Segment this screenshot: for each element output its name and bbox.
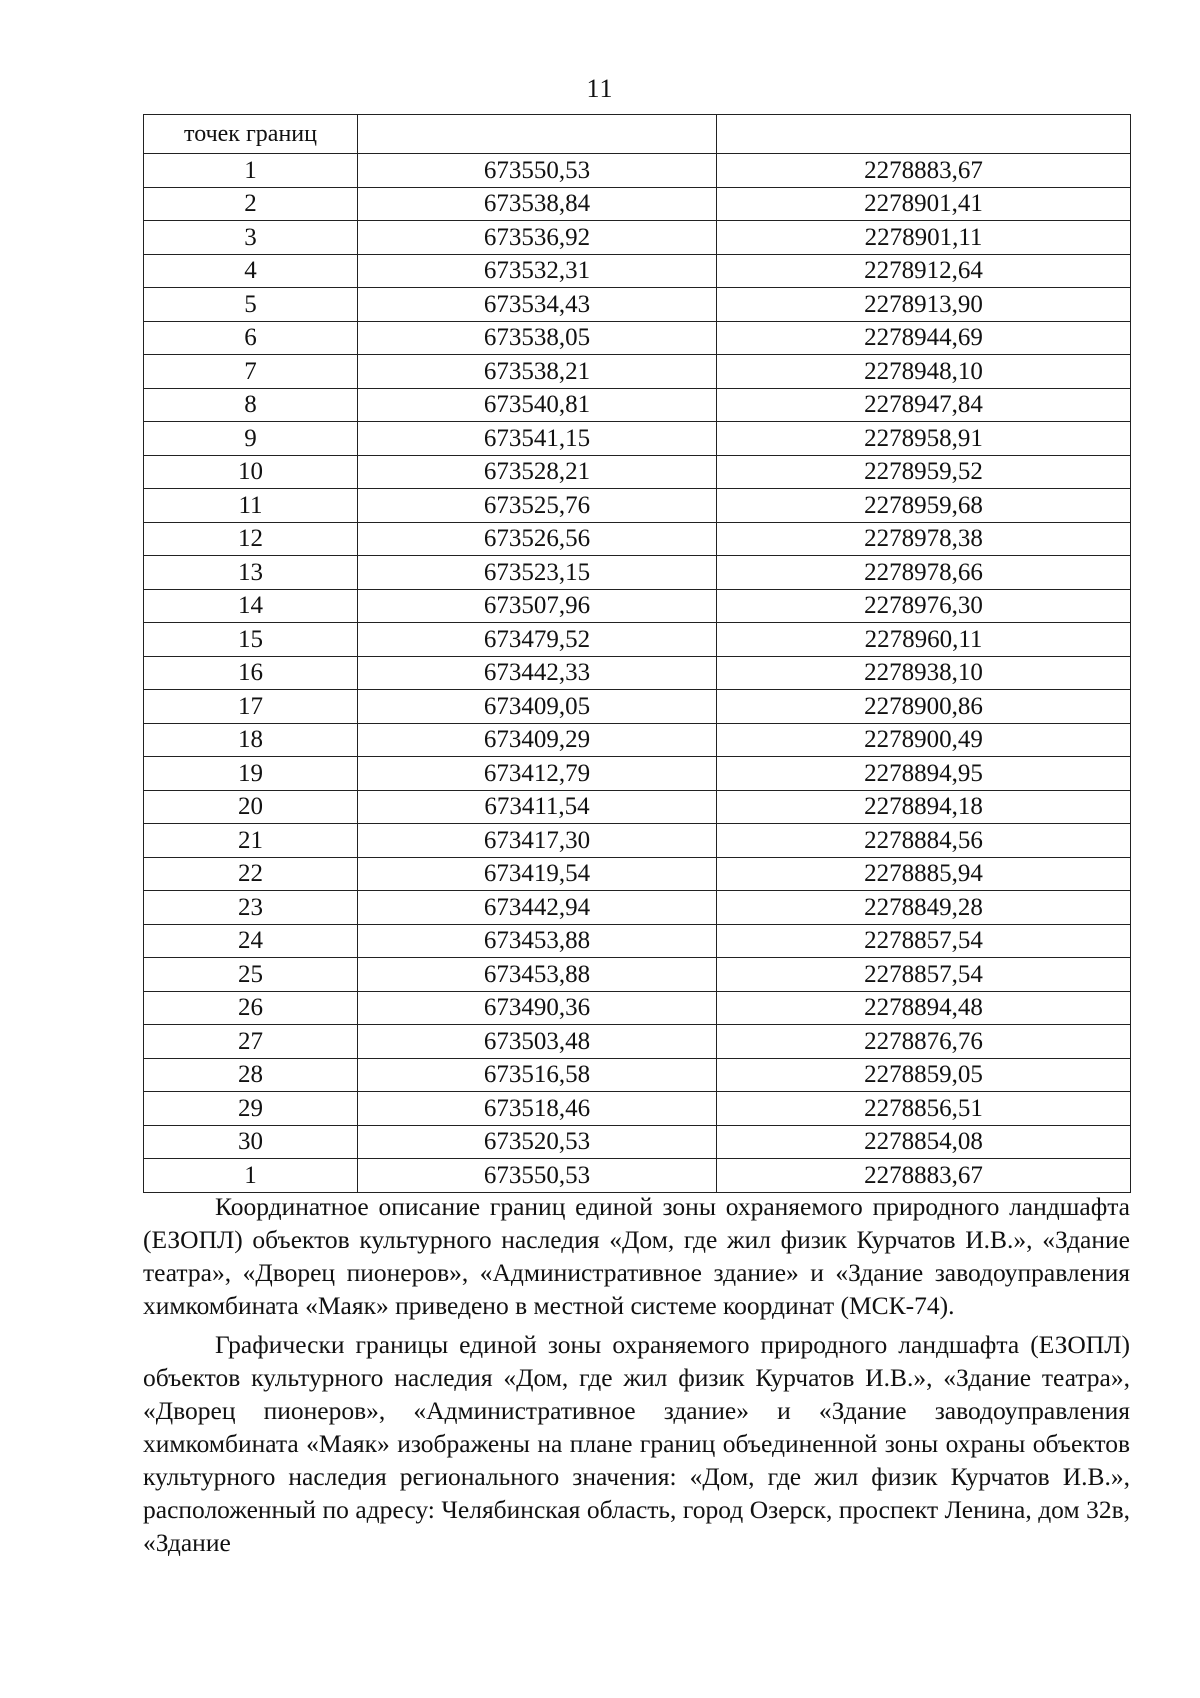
cell-point-number: 24 bbox=[144, 924, 358, 958]
cell-y-coordinate: 2278883,67 bbox=[717, 154, 1131, 188]
table-row bbox=[144, 254, 1131, 288]
cell-x-coordinate: 673417,30 bbox=[358, 824, 717, 858]
cell-point-number: 27 bbox=[144, 1025, 358, 1059]
table-row bbox=[144, 1125, 1131, 1159]
cell-y-coordinate: 2278854,08 bbox=[717, 1125, 1131, 1159]
cell-x-coordinate: 673526,56 bbox=[358, 522, 717, 556]
cell-x-coordinate: 673520,53 bbox=[358, 1125, 717, 1159]
cell-point-number: 7 bbox=[144, 355, 358, 389]
coordinates-table-body bbox=[144, 115, 1131, 1193]
table-row bbox=[144, 422, 1131, 456]
cell-point-number: 3 bbox=[144, 221, 358, 255]
cell-x-coordinate: 673409,05 bbox=[358, 690, 717, 724]
cell-x-coordinate: 673442,94 bbox=[358, 891, 717, 925]
body-text bbox=[143, 1190, 1130, 1565]
cell-y-coordinate: 2278900,86 bbox=[717, 690, 1131, 724]
table-row bbox=[144, 656, 1131, 690]
table-row bbox=[144, 723, 1131, 757]
cell-point-number: 13 bbox=[144, 556, 358, 590]
header-cell-x bbox=[358, 115, 717, 154]
cell-x-coordinate: 673523,15 bbox=[358, 556, 717, 590]
cell-x-coordinate: 673453,88 bbox=[358, 924, 717, 958]
cell-point-number: 30 bbox=[144, 1125, 358, 1159]
cell-point-number: 8 bbox=[144, 388, 358, 422]
table-row bbox=[144, 1058, 1131, 1092]
paragraph-graphic-description: Графически границы единой зоны охраняемого природного ландшафта (ЕЗОПЛ) объектов культурного наследия «Дом, где жил физик Курчатов И.В.», «Здание театра», «Дворец пионеров», «Административное здание» и «Здание заводоуправления химкомбината «Маяк» изображены на плане границ объединенной зоны охраны объектов культурного наследия регионального значения: «Дом, где жил физик Курчатов И.В.», расположенный по адресу: Челябинская область, город Озерск, проспект Ленина, дом 32в, «Здание bbox=[143, 1330, 1130, 1557]
table-row bbox=[144, 187, 1131, 221]
cell-point-number: 10 bbox=[144, 455, 358, 489]
cell-y-coordinate: 2278884,56 bbox=[717, 824, 1131, 858]
table-row bbox=[144, 489, 1131, 523]
cell-x-coordinate: 673541,15 bbox=[358, 422, 717, 456]
cell-point-number: 12 bbox=[144, 522, 358, 556]
table-header-row bbox=[144, 115, 1131, 154]
table-row bbox=[144, 455, 1131, 489]
cell-x-coordinate: 673503,48 bbox=[358, 1025, 717, 1059]
cell-x-coordinate: 673518,46 bbox=[358, 1092, 717, 1126]
cell-x-coordinate: 673540,81 bbox=[358, 388, 717, 422]
cell-y-coordinate: 2278960,11 bbox=[717, 623, 1131, 657]
table-row bbox=[144, 958, 1131, 992]
cell-y-coordinate: 2278978,38 bbox=[717, 522, 1131, 556]
table-row bbox=[144, 757, 1131, 791]
cell-y-coordinate: 2278912,64 bbox=[717, 254, 1131, 288]
cell-y-coordinate: 2278894,48 bbox=[717, 991, 1131, 1025]
cell-x-coordinate: 673536,92 bbox=[358, 221, 717, 255]
cell-y-coordinate: 2278849,28 bbox=[717, 891, 1131, 925]
cell-point-number: 19 bbox=[144, 757, 358, 791]
cell-y-coordinate: 2278948,10 bbox=[717, 355, 1131, 389]
table-row bbox=[144, 388, 1131, 422]
coordinates-table bbox=[143, 114, 1131, 1193]
table-row bbox=[144, 924, 1131, 958]
page-number: 11 bbox=[586, 74, 614, 103]
cell-x-coordinate: 673532,31 bbox=[358, 254, 717, 288]
header-cell-y bbox=[717, 115, 1131, 154]
cell-point-number: 22 bbox=[144, 857, 358, 891]
cell-y-coordinate: 2278894,95 bbox=[717, 757, 1131, 791]
table-row bbox=[144, 790, 1131, 824]
cell-y-coordinate: 2278856,51 bbox=[717, 1092, 1131, 1126]
cell-x-coordinate: 673409,29 bbox=[358, 723, 717, 757]
cell-point-number: 4 bbox=[144, 254, 358, 288]
cell-x-coordinate: 673538,84 bbox=[358, 187, 717, 221]
cell-x-coordinate: 673528,21 bbox=[358, 455, 717, 489]
cell-point-number: 18 bbox=[144, 723, 358, 757]
table-row bbox=[144, 690, 1131, 724]
cell-point-number: 2 bbox=[144, 187, 358, 221]
cell-x-coordinate: 673538,05 bbox=[358, 321, 717, 355]
cell-x-coordinate: 673538,21 bbox=[358, 355, 717, 389]
cell-y-coordinate: 2278900,49 bbox=[717, 723, 1131, 757]
cell-x-coordinate: 673550,53 bbox=[358, 1159, 717, 1193]
cell-x-coordinate: 673507,96 bbox=[358, 589, 717, 623]
table-row bbox=[144, 355, 1131, 389]
cell-y-coordinate: 2278938,10 bbox=[717, 656, 1131, 690]
cell-point-number: 9 bbox=[144, 422, 358, 456]
cell-y-coordinate: 2278894,18 bbox=[717, 790, 1131, 824]
cell-y-coordinate: 2278944,69 bbox=[717, 321, 1131, 355]
cell-point-number: 1 bbox=[144, 154, 358, 188]
cell-x-coordinate: 673453,88 bbox=[358, 958, 717, 992]
table-row bbox=[144, 623, 1131, 657]
cell-x-coordinate: 673516,58 bbox=[358, 1058, 717, 1092]
cell-y-coordinate: 2278947,84 bbox=[717, 388, 1131, 422]
table-row bbox=[144, 321, 1131, 355]
cell-y-coordinate: 2278857,54 bbox=[717, 958, 1131, 992]
cell-x-coordinate: 673479,52 bbox=[358, 623, 717, 657]
cell-point-number: 16 bbox=[144, 656, 358, 690]
cell-x-coordinate: 673490,36 bbox=[358, 991, 717, 1025]
table-row bbox=[144, 556, 1131, 590]
table-row bbox=[144, 221, 1131, 255]
cell-y-coordinate: 2278883,67 bbox=[717, 1159, 1131, 1193]
cell-y-coordinate: 2278859,05 bbox=[717, 1058, 1131, 1092]
table-row bbox=[144, 522, 1131, 556]
table-row bbox=[144, 1159, 1131, 1193]
cell-y-coordinate: 2278958,91 bbox=[717, 422, 1131, 456]
cell-y-coordinate: 2278901,41 bbox=[717, 187, 1131, 221]
cell-point-number: 6 bbox=[144, 321, 358, 355]
cell-point-number: 26 bbox=[144, 991, 358, 1025]
table-row bbox=[144, 857, 1131, 891]
cell-x-coordinate: 673411,54 bbox=[358, 790, 717, 824]
cell-point-number: 29 bbox=[144, 1092, 358, 1126]
cell-point-number: 1 bbox=[144, 1159, 358, 1193]
cell-x-coordinate: 673550,53 bbox=[358, 154, 717, 188]
cell-y-coordinate: 2278959,52 bbox=[717, 455, 1131, 489]
table-row bbox=[144, 288, 1131, 322]
cell-point-number: 15 bbox=[144, 623, 358, 657]
cell-point-number: 23 bbox=[144, 891, 358, 925]
cell-point-number: 28 bbox=[144, 1058, 358, 1092]
table-row bbox=[144, 1092, 1131, 1126]
header-cell-point: точек границ bbox=[144, 115, 358, 154]
cell-y-coordinate: 2278885,94 bbox=[717, 857, 1131, 891]
cell-point-number: 11 bbox=[144, 489, 358, 523]
cell-y-coordinate: 2278876,76 bbox=[717, 1025, 1131, 1059]
cell-y-coordinate: 2278857,54 bbox=[717, 924, 1131, 958]
cell-x-coordinate: 673419,54 bbox=[358, 857, 717, 891]
table-row bbox=[144, 154, 1131, 188]
cell-y-coordinate: 2278901,11 bbox=[717, 221, 1131, 255]
table-row bbox=[144, 1025, 1131, 1059]
cell-point-number: 14 bbox=[144, 589, 358, 623]
table-row bbox=[144, 991, 1131, 1025]
cell-y-coordinate: 2278959,68 bbox=[717, 489, 1131, 523]
cell-point-number: 5 bbox=[144, 288, 358, 322]
cell-x-coordinate: 673412,79 bbox=[358, 757, 717, 791]
cell-point-number: 25 bbox=[144, 958, 358, 992]
cell-point-number: 21 bbox=[144, 824, 358, 858]
cell-y-coordinate: 2278978,66 bbox=[717, 556, 1131, 590]
table-row bbox=[144, 824, 1131, 858]
cell-y-coordinate: 2278913,90 bbox=[717, 288, 1131, 322]
cell-point-number: 20 bbox=[144, 790, 358, 824]
table-row bbox=[144, 589, 1131, 623]
cell-y-coordinate: 2278976,30 bbox=[717, 589, 1131, 623]
paragraph-coordinates-description: Координатное описание границ единой зоны охраняемого природного ландшафта (ЕЗОПЛ) объектов культурного наследия «Дом, где жил физик Курчатов И.В.», «Здание театра», «Дворец пионеров», «Административное здание» и «Здание заводоуправления химкомбината «Маяк» приведено в местной системе координат (МСК-74). bbox=[143, 1192, 1130, 1320]
cell-x-coordinate: 673534,43 bbox=[358, 288, 717, 322]
table-row bbox=[144, 891, 1131, 925]
cell-x-coordinate: 673442,33 bbox=[358, 656, 717, 690]
cell-x-coordinate: 673525,76 bbox=[358, 489, 717, 523]
cell-point-number: 17 bbox=[144, 690, 358, 724]
